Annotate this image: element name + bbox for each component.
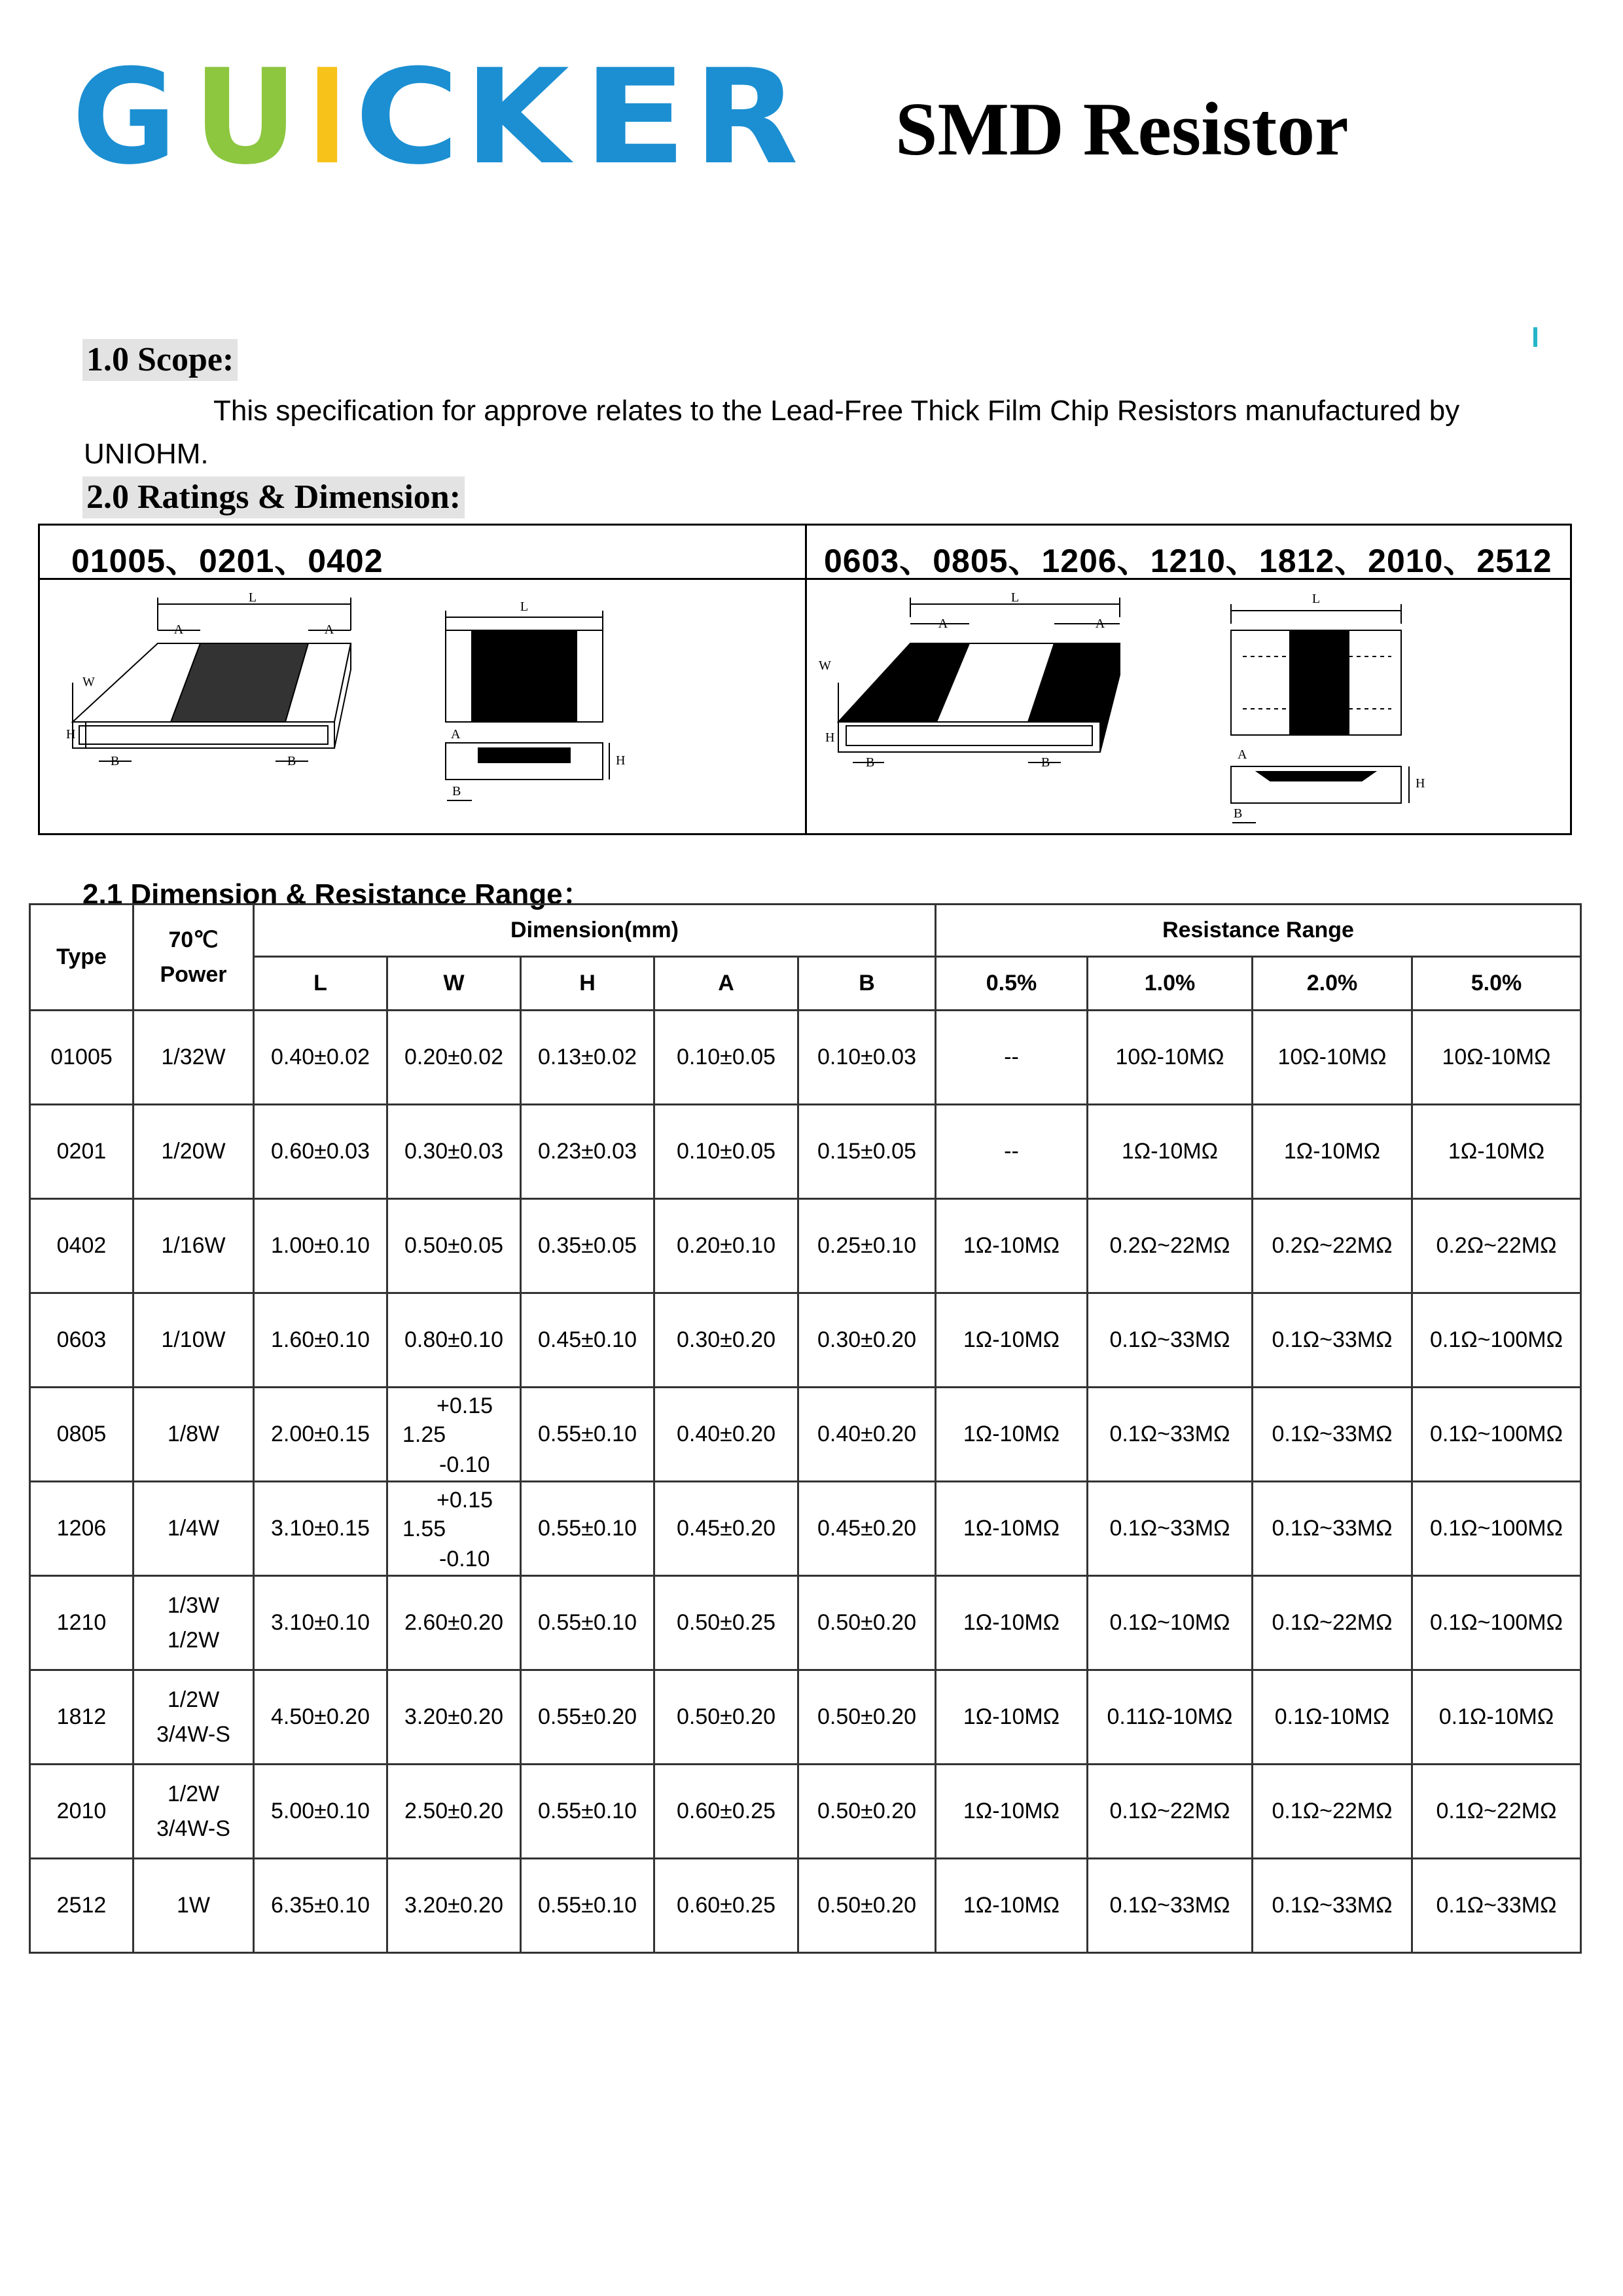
power-line: 3/4W-S bbox=[156, 1721, 230, 1747]
cell-L: 1.00±0.10 bbox=[254, 1199, 387, 1293]
cell-H: 0.55±0.10 bbox=[521, 1388, 654, 1482]
cell-H: 0.23±0.03 bbox=[521, 1105, 654, 1199]
cell-range-2.0: 0.1Ω~22MΩ bbox=[1253, 1765, 1412, 1859]
cell-power bbox=[134, 1670, 254, 1765]
cell-A: 0.45±0.20 bbox=[654, 1482, 798, 1576]
cell-range-5.0: 0.1Ω-10MΩ bbox=[1412, 1670, 1581, 1765]
cell-range-1.0: 0.11Ω-10MΩ bbox=[1088, 1670, 1253, 1765]
power-line: 1/2W bbox=[167, 1687, 220, 1712]
cell-range-2.0: 0.1Ω~22MΩ bbox=[1253, 1576, 1412, 1670]
header-L: L bbox=[254, 957, 387, 1011]
logo-letter: K bbox=[465, 58, 575, 172]
cell-B: 0.40±0.20 bbox=[798, 1388, 936, 1482]
cell-W: 0.50±0.05 bbox=[387, 1199, 521, 1293]
chip-3d-drawing-large bbox=[812, 591, 1139, 774]
cell-power bbox=[134, 1482, 254, 1576]
cell-range-2.0: 0.1Ω~33MΩ bbox=[1253, 1482, 1412, 1576]
cell-H: 0.55±0.10 bbox=[521, 1482, 654, 1576]
cell-W: 0.80±0.10 bbox=[387, 1293, 521, 1388]
scope-heading: 1.0 Scope: bbox=[82, 339, 238, 381]
table-title: 2.1 Dimension & Resistance Range： bbox=[82, 878, 592, 910]
header-A: A bbox=[654, 957, 798, 1011]
power-line: 1/10W bbox=[161, 1327, 226, 1353]
cell-type: 0201 bbox=[30, 1105, 134, 1199]
label-A-left: A bbox=[173, 622, 184, 637]
cell-L: 4.50±0.20 bbox=[254, 1670, 387, 1765]
guicker-logo bbox=[72, 58, 798, 172]
ratings-heading: 2.0 Ratings & Dimension: bbox=[82, 476, 465, 518]
header-resistance: Resistance Range bbox=[936, 905, 1581, 957]
chip-3d-drawing-small bbox=[60, 591, 361, 768]
large-sizes-label: 0603、0805、1206、1210、1812、2010、2512 bbox=[824, 543, 1552, 579]
header-power-temp: 70℃ bbox=[168, 927, 219, 952]
cell-H: 0.45±0.10 bbox=[521, 1293, 654, 1388]
scope-text-line2: UNIOHM. bbox=[84, 438, 209, 470]
label-L-large: L bbox=[1010, 591, 1020, 605]
header-dimension: Dimension(mm) bbox=[254, 905, 936, 957]
cell-A: 0.50±0.25 bbox=[654, 1576, 798, 1670]
cell-W bbox=[387, 1388, 521, 1482]
cell-type: 1206 bbox=[30, 1482, 134, 1576]
table-row bbox=[30, 1011, 1581, 1105]
power-line: 1/2W bbox=[167, 1781, 220, 1806]
w-base-value: 1.55 bbox=[402, 1516, 446, 1541]
header-W: W bbox=[387, 957, 521, 1011]
cell-W: 0.20±0.02 bbox=[387, 1011, 521, 1105]
header-type: Type bbox=[30, 905, 134, 1011]
label-B-right: B bbox=[287, 754, 296, 768]
power-line: 1/16W bbox=[161, 1233, 226, 1259]
cell-L: 0.60±0.03 bbox=[254, 1105, 387, 1199]
label-H-large: H bbox=[825, 730, 835, 745]
margin-mark bbox=[1533, 327, 1537, 347]
label-B-large-right: B bbox=[1041, 755, 1050, 770]
cell-range-2.0: 1Ω-10MΩ bbox=[1253, 1105, 1412, 1199]
power-line: 1W bbox=[177, 1893, 210, 1918]
cell-type: 0603 bbox=[30, 1293, 134, 1388]
cell-type: 2010 bbox=[30, 1765, 134, 1859]
table-row bbox=[30, 1199, 1581, 1293]
header-power-label: Power bbox=[160, 961, 227, 987]
cell-type: 2512 bbox=[30, 1859, 134, 1953]
cell-range-1.0: 0.1Ω~22MΩ bbox=[1088, 1765, 1253, 1859]
header-tol-0.5: 0.5% bbox=[936, 957, 1088, 1011]
cell-B: 0.50±0.20 bbox=[798, 1670, 936, 1765]
cell-range-1.0: 10Ω-10MΩ bbox=[1088, 1011, 1253, 1105]
cell-range-5.0: 10Ω-10MΩ bbox=[1412, 1011, 1581, 1105]
w-tolerance-plus: +0.15 bbox=[437, 1488, 493, 1513]
cell-A: 0.30±0.20 bbox=[654, 1293, 798, 1388]
cell-A: 0.60±0.25 bbox=[654, 1859, 798, 1953]
power-line: 1/2W bbox=[167, 1627, 220, 1653]
cell-L: 0.40±0.02 bbox=[254, 1011, 387, 1105]
cell-W: 3.20±0.20 bbox=[387, 1859, 521, 1953]
cell-L: 1.60±0.10 bbox=[254, 1293, 387, 1388]
cell-range-1.0: 0.1Ω~33MΩ bbox=[1088, 1859, 1253, 1953]
cell-range-0.5: 1Ω-10MΩ bbox=[936, 1482, 1088, 1576]
table-row bbox=[30, 1859, 1581, 1953]
label-A-right: A bbox=[324, 622, 334, 637]
logo-letter: I bbox=[308, 58, 347, 172]
cell-range-2.0: 10Ω-10MΩ bbox=[1253, 1011, 1412, 1105]
header-B: B bbox=[798, 957, 936, 1011]
cell-range-0.5: 1Ω-10MΩ bbox=[936, 1859, 1088, 1953]
cell-B: 0.50±0.20 bbox=[798, 1576, 936, 1670]
chip-top-side-view-large bbox=[1192, 591, 1467, 833]
cell-range-1.0: 0.1Ω~10MΩ bbox=[1088, 1576, 1253, 1670]
cell-range-0.5: 1Ω-10MΩ bbox=[936, 1670, 1088, 1765]
label-A-large-side: A bbox=[1238, 747, 1247, 762]
cell-power bbox=[134, 1576, 254, 1670]
table-row bbox=[30, 1105, 1581, 1199]
header-tol-2.0: 2.0% bbox=[1253, 957, 1412, 1011]
cell-range-2.0: 0.1Ω~33MΩ bbox=[1253, 1388, 1412, 1482]
cell-A: 0.60±0.25 bbox=[654, 1765, 798, 1859]
power-line: 3/4W-S bbox=[156, 1816, 230, 1841]
cell-B: 0.10±0.03 bbox=[798, 1011, 936, 1105]
power-line: 1/32W bbox=[161, 1045, 226, 1070]
cell-H: 0.55±0.10 bbox=[521, 1576, 654, 1670]
label-B-large-side: B bbox=[1234, 806, 1243, 821]
cell-H: 0.55±0.10 bbox=[521, 1859, 654, 1953]
label-A-large-right: A bbox=[1095, 617, 1105, 631]
w-tolerance-plus: +0.15 bbox=[437, 1393, 493, 1418]
cell-W: 0.30±0.03 bbox=[387, 1105, 521, 1199]
w-base-value: 1.25 bbox=[402, 1422, 446, 1447]
cell-range-2.0: 0.2Ω~22MΩ bbox=[1253, 1199, 1412, 1293]
dimension-drawing-box bbox=[38, 524, 1572, 835]
cell-range-5.0: 0.1Ω~100MΩ bbox=[1412, 1293, 1581, 1388]
cell-A: 0.10±0.05 bbox=[654, 1105, 798, 1199]
cell-W bbox=[387, 1482, 521, 1576]
logo-letter: R bbox=[694, 58, 798, 172]
table-row bbox=[30, 1576, 1581, 1670]
cell-A: 0.50±0.20 bbox=[654, 1670, 798, 1765]
cell-range-5.0: 0.2Ω~22MΩ bbox=[1412, 1199, 1581, 1293]
label-L-large-top: L bbox=[1311, 592, 1321, 606]
w-tolerance-minus: -0.10 bbox=[439, 1547, 490, 1571]
cell-H: 0.35±0.05 bbox=[521, 1199, 654, 1293]
cell-type: 1812 bbox=[30, 1670, 134, 1765]
label-H-large-side: H bbox=[1416, 776, 1425, 791]
scope-text-line1: This specification for approve relates to the Lead-Free Thick Film Chip Resistors manufactured by bbox=[213, 395, 1460, 427]
cell-H: 0.55±0.20 bbox=[521, 1670, 654, 1765]
power-line: 1/20W bbox=[161, 1139, 226, 1164]
label-H: H bbox=[66, 727, 76, 742]
cell-range-0.5: -- bbox=[936, 1011, 1088, 1105]
cell-range-5.0: 0.1Ω~100MΩ bbox=[1412, 1482, 1581, 1576]
power-line: 1/4W bbox=[167, 1516, 220, 1541]
cell-H: 0.55±0.10 bbox=[521, 1765, 654, 1859]
cell-range-0.5: 1Ω-10MΩ bbox=[936, 1199, 1088, 1293]
label-L: L bbox=[248, 591, 257, 605]
table-row bbox=[30, 1670, 1581, 1765]
dimension-resistance-table bbox=[29, 903, 1582, 1954]
document-title: SMD Resistor bbox=[895, 88, 1349, 171]
header-tol-1.0: 1.0% bbox=[1088, 957, 1253, 1011]
cell-W: 2.60±0.20 bbox=[387, 1576, 521, 1670]
label-W-large: W bbox=[819, 658, 831, 673]
cell-range-5.0: 0.1Ω~22MΩ bbox=[1412, 1765, 1581, 1859]
cell-power bbox=[134, 1388, 254, 1482]
label-B-side: B bbox=[452, 784, 461, 798]
cell-range-5.0: 1Ω-10MΩ bbox=[1412, 1105, 1581, 1199]
cell-range-1.0: 0.1Ω~33MΩ bbox=[1088, 1293, 1253, 1388]
cell-B: 0.50±0.20 bbox=[798, 1765, 936, 1859]
cell-L: 2.00±0.15 bbox=[254, 1388, 387, 1482]
cell-range-0.5: 1Ω-10MΩ bbox=[936, 1388, 1088, 1482]
cell-range-1.0: 1Ω-10MΩ bbox=[1088, 1105, 1253, 1199]
cell-L: 3.10±0.10 bbox=[254, 1576, 387, 1670]
cell-power bbox=[134, 1293, 254, 1388]
logo-letter: E bbox=[582, 58, 687, 172]
table-row bbox=[30, 1293, 1581, 1388]
chip-top-side-view-small bbox=[406, 591, 655, 827]
cell-range-1.0: 0.1Ω~33MΩ bbox=[1088, 1482, 1253, 1576]
cell-power bbox=[134, 1859, 254, 1953]
cell-A: 0.10±0.05 bbox=[654, 1011, 798, 1105]
cell-L: 3.10±0.15 bbox=[254, 1482, 387, 1576]
cell-range-1.0: 0.2Ω~22MΩ bbox=[1088, 1199, 1253, 1293]
small-sizes-label: 01005、0201、0402 bbox=[71, 543, 383, 579]
cell-B: 0.15±0.05 bbox=[798, 1105, 936, 1199]
cell-range-0.5: 1Ω-10MΩ bbox=[936, 1765, 1088, 1859]
cell-B: 0.45±0.20 bbox=[798, 1482, 936, 1576]
cell-B: 0.50±0.20 bbox=[798, 1859, 936, 1953]
power-line: 1/8W bbox=[167, 1422, 220, 1447]
cell-type: 0805 bbox=[30, 1388, 134, 1482]
cell-power bbox=[134, 1765, 254, 1859]
cell-range-1.0: 0.1Ω~33MΩ bbox=[1088, 1388, 1253, 1482]
cell-range-5.0: 0.1Ω~100MΩ bbox=[1412, 1388, 1581, 1482]
cell-power bbox=[134, 1105, 254, 1199]
label-L-top: L bbox=[520, 600, 529, 614]
cell-range-2.0: 0.1Ω~33MΩ bbox=[1253, 1293, 1412, 1388]
label-B-left: B bbox=[111, 754, 120, 768]
table-row bbox=[30, 1482, 1581, 1576]
header-H: H bbox=[521, 957, 654, 1011]
cell-range-2.0: 0.1Ω~33MΩ bbox=[1253, 1859, 1412, 1953]
cell-type: 1210 bbox=[30, 1576, 134, 1670]
cell-type: 01005 bbox=[30, 1011, 134, 1105]
cell-range-2.0: 0.1Ω-10MΩ bbox=[1253, 1670, 1412, 1765]
logo-letter: U bbox=[193, 58, 298, 172]
cell-power bbox=[134, 1011, 254, 1105]
cell-range-5.0: 0.1Ω~33MΩ bbox=[1412, 1859, 1581, 1953]
cell-H: 0.13±0.02 bbox=[521, 1011, 654, 1105]
cell-A: 0.40±0.20 bbox=[654, 1388, 798, 1482]
cell-W: 3.20±0.20 bbox=[387, 1670, 521, 1765]
power-line: 1/3W bbox=[167, 1592, 220, 1618]
table-row bbox=[30, 1388, 1581, 1482]
cell-range-0.5: 1Ω-10MΩ bbox=[936, 1293, 1088, 1388]
cell-range-0.5: 1Ω-10MΩ bbox=[936, 1576, 1088, 1670]
w-tolerance-minus: -0.10 bbox=[439, 1452, 490, 1477]
label-A-side: A bbox=[451, 727, 461, 742]
label-H-side: H bbox=[616, 753, 626, 768]
cell-range-5.0: 0.1Ω~100MΩ bbox=[1412, 1576, 1581, 1670]
cell-L: 5.00±0.10 bbox=[254, 1765, 387, 1859]
cell-B: 0.30±0.20 bbox=[798, 1293, 936, 1388]
label-W: W bbox=[82, 675, 95, 689]
table-row bbox=[30, 1765, 1581, 1859]
cell-range-0.5: -- bbox=[936, 1105, 1088, 1199]
cell-type: 0402 bbox=[30, 1199, 134, 1293]
header-tol-5.0: 5.0% bbox=[1412, 957, 1581, 1011]
cell-L: 6.35±0.10 bbox=[254, 1859, 387, 1953]
cell-W: 2.50±0.20 bbox=[387, 1765, 521, 1859]
cell-A: 0.20±0.10 bbox=[654, 1199, 798, 1293]
label-B-large-left: B bbox=[866, 755, 875, 770]
cell-power bbox=[134, 1199, 254, 1293]
label-A-large-left: A bbox=[938, 617, 948, 631]
logo-letter: G bbox=[72, 58, 177, 172]
header-power bbox=[134, 905, 254, 1011]
logo-letter: C bbox=[355, 58, 459, 172]
cell-B: 0.25±0.10 bbox=[798, 1199, 936, 1293]
